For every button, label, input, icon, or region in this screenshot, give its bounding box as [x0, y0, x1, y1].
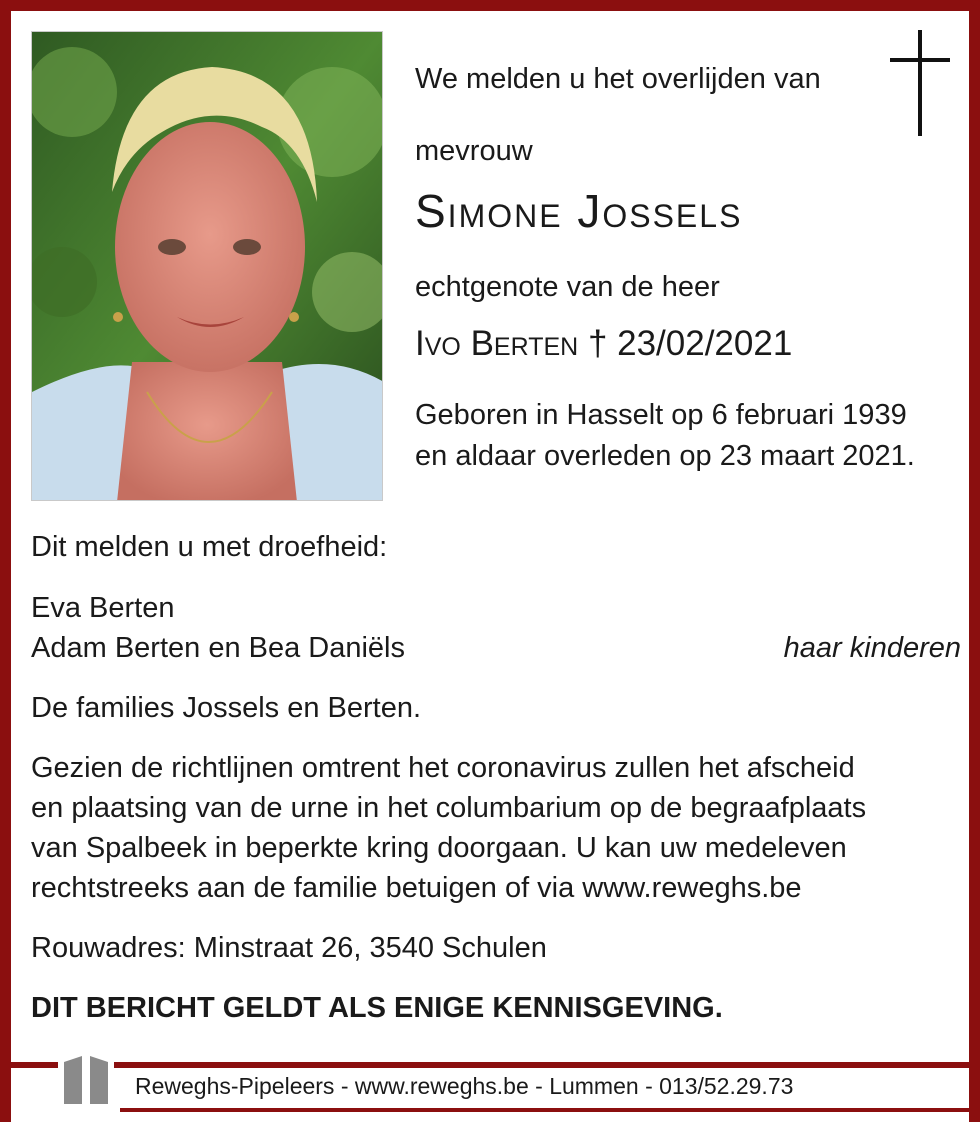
child-two: Adam Berten en Bea Daniëls — [31, 632, 405, 664]
funeral-home-logo-icon — [58, 1052, 114, 1108]
intro-text: We melden u het overlijden van — [415, 63, 821, 95]
spouse-name: Ivo Berten — [415, 324, 579, 363]
notice-line: Gezien de richtlijnen omtrent het coronavirus zullen het afscheid — [31, 752, 855, 784]
notice-line: en plaatsing van de urne in het columbarium op de begraafplaats — [31, 792, 867, 824]
child-one: Eva Berten — [31, 592, 175, 624]
address-text: Rouwadres: Minstraat 26, 3540 Schulen — [31, 932, 547, 964]
died-text: en aldaar overleden op 23 maart 2021. — [415, 440, 915, 472]
footer-website: www.reweghs.be - Lummen - 013/52.29.73 — [354, 1073, 794, 1099]
deceased-name: Simone Jossels — [415, 185, 743, 237]
notice-line: rechtstreeks aan de familie betuigen of via www.reweghs.be — [31, 872, 802, 904]
children-row — [31, 628, 961, 668]
closing-text: DIT BERICHT GELDT ALS ENIGE KENNISGEVING. — [31, 992, 723, 1024]
footer-text — [135, 1075, 793, 1098]
footer-divider — [0, 1062, 980, 1068]
cross-icon — [890, 30, 950, 136]
born-text: Geboren in Hasselt op 6 februari 1939 — [415, 399, 907, 431]
relation-text: echtgenote van de heer — [415, 271, 720, 303]
notice-paragraph — [31, 748, 961, 908]
children-label: haar kinderen — [783, 632, 961, 664]
sorrow-text: Dit melden u met droefheid: — [31, 531, 388, 563]
spouse-line — [415, 326, 792, 361]
title-text: mevrouw — [415, 135, 533, 167]
spouse-death-date: † 23/02/2021 — [587, 324, 793, 363]
footer-separator: - — [334, 1073, 355, 1099]
portrait-photo — [31, 31, 383, 501]
footer-company: Reweghs-Pipeleers — [135, 1073, 335, 1099]
footer-bottom-rule — [120, 1108, 980, 1112]
footer-left-border — [0, 1062, 11, 1122]
families-text: De families Jossels en Berten. — [31, 692, 422, 724]
notice-line: van Spalbeek in beperkte kring doorgaan. U kan uw medeleven — [31, 832, 847, 864]
footer-right-border — [969, 1062, 980, 1122]
